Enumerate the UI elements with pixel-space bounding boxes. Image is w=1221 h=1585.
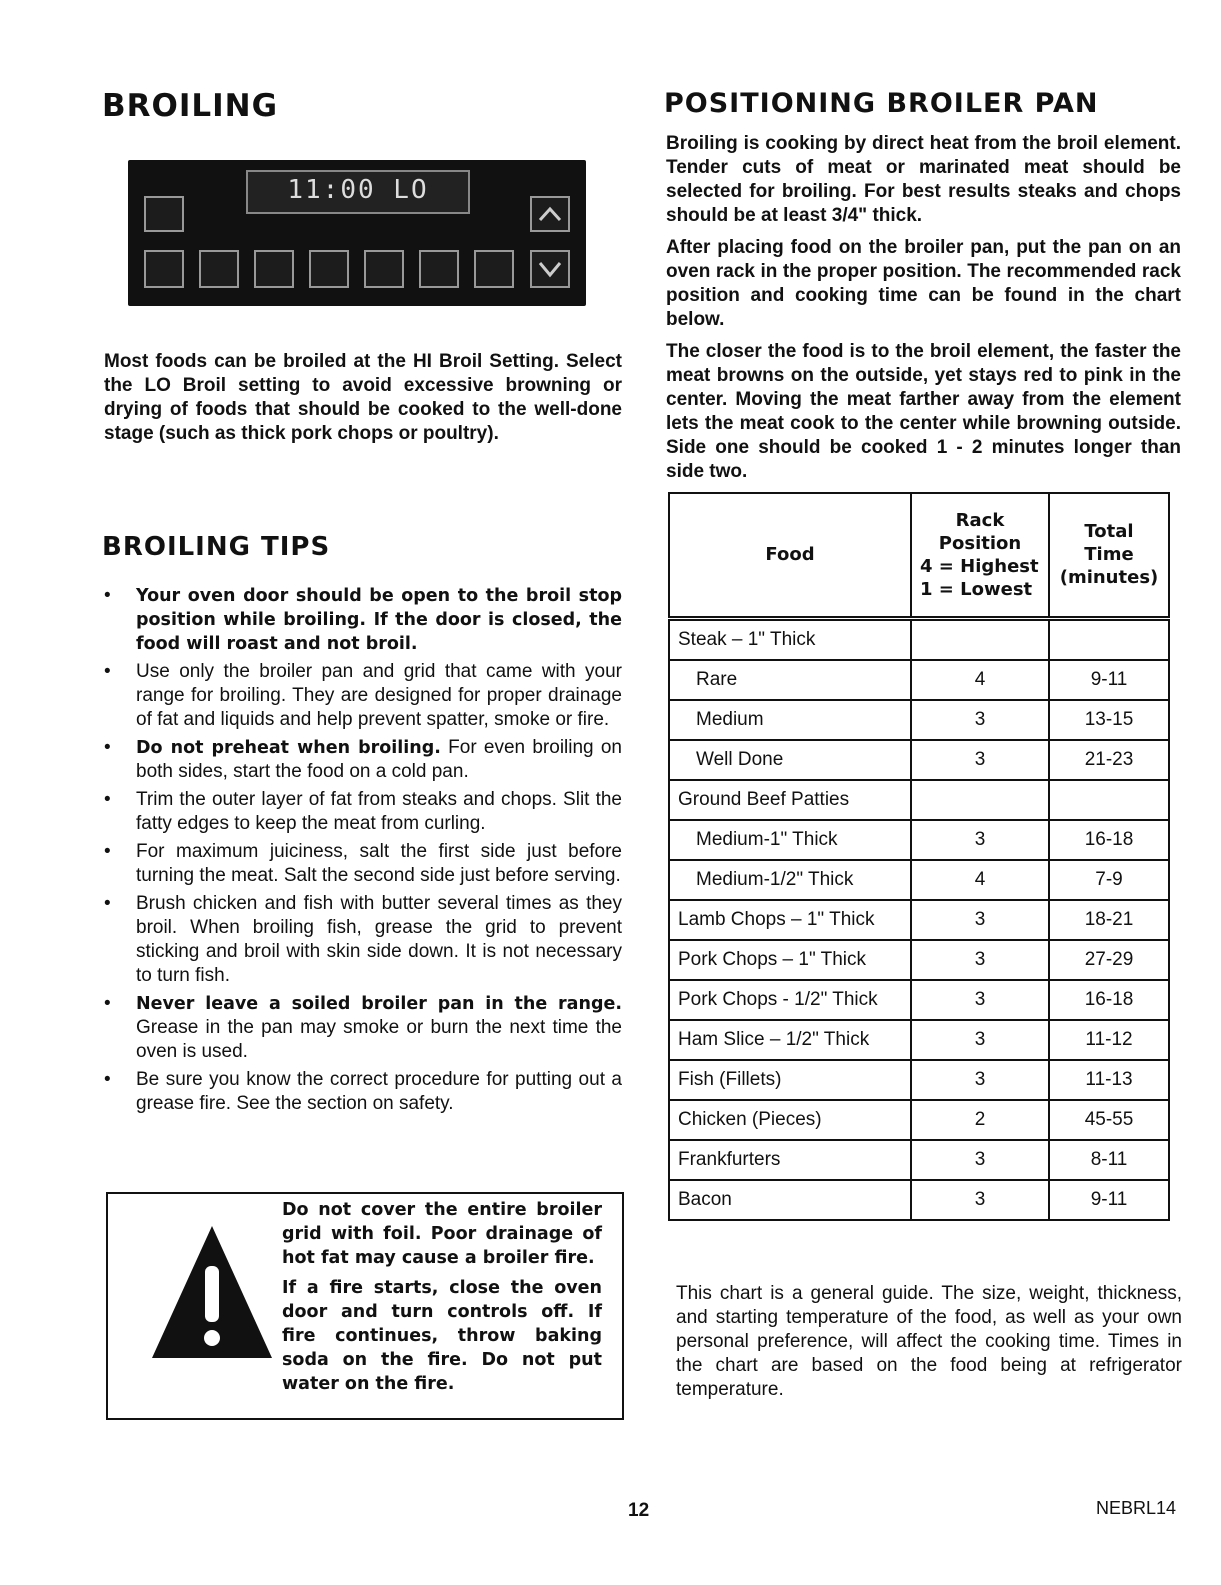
warning-triangle-icon bbox=[148, 1224, 276, 1364]
chart-time-cell: 7-9 bbox=[1049, 860, 1169, 900]
chart-food-cell: Pork Chops - 1/2" Thick bbox=[669, 980, 911, 1020]
chart-rack-cell: 4 bbox=[911, 660, 1049, 700]
tip-item bbox=[104, 584, 622, 656]
chart-body bbox=[669, 618, 1169, 1220]
chart-time-cell: 9-11 bbox=[1049, 660, 1169, 700]
tip-text: Be sure you know the correct procedure for putting out a grease fire. See the section on safety. bbox=[136, 1069, 622, 1114]
tip-item bbox=[104, 992, 622, 1064]
chart-rack-cell: 3 bbox=[911, 940, 1049, 980]
chart-row bbox=[669, 1140, 1169, 1180]
chart-row bbox=[669, 980, 1169, 1020]
chart-time-cell bbox=[1049, 780, 1169, 820]
chart-rack-cell: 3 bbox=[911, 1180, 1049, 1220]
chart-rack-cell: 3 bbox=[911, 740, 1049, 780]
header-rack-line-4: 1 = Lowest bbox=[920, 578, 1033, 600]
chart-row bbox=[669, 860, 1169, 900]
chart-food-cell: Pork Chops – 1" Thick bbox=[669, 940, 911, 980]
panel-button-left bbox=[144, 196, 184, 232]
down-arrow-button bbox=[530, 250, 570, 288]
clock-display: 11:00 LO bbox=[246, 170, 470, 214]
up-arrow-icon bbox=[532, 198, 568, 230]
chart-row bbox=[669, 1180, 1169, 1220]
chart-rack-cell: 3 bbox=[911, 1060, 1049, 1100]
warning-paragraph-1: Do not cover the entire broiler grid with foil. Poor drainage of hot fat may cause a broiler fire. bbox=[282, 1200, 602, 1268]
tip-lead: Never leave a soiled broiler pan in the range. bbox=[136, 994, 622, 1014]
bullet-icon: • bbox=[104, 737, 111, 758]
tip-item bbox=[104, 1068, 622, 1116]
broiling-intro: Most foods can be broiled at the HI Broil Setting. Select the LO Broil setting to avoid excessive browning or drying of foods that should be cooked to the well-done stage (such as thick pork chops or poultry). bbox=[104, 351, 622, 444]
page-number: 12 bbox=[628, 1500, 650, 1521]
chart-row bbox=[669, 1060, 1169, 1100]
chart-rack-cell: 2 bbox=[911, 1100, 1049, 1140]
chart-time-cell: 8-11 bbox=[1049, 1140, 1169, 1180]
chart-food-cell: Chicken (Pieces) bbox=[669, 1100, 911, 1140]
chart-row bbox=[669, 780, 1169, 820]
chart-row bbox=[669, 740, 1169, 780]
positioning-title: POSITIONING BROILER PAN bbox=[664, 88, 1099, 119]
chart-food-cell: Medium-1" Thick bbox=[669, 820, 911, 860]
chart-food-cell: Ground Beef Patties bbox=[669, 780, 911, 820]
chart-rack-cell: 3 bbox=[911, 1020, 1049, 1060]
warning-paragraph-2: If a fire starts, close the oven door and turn controls off. If fire continues, throw baking soda on the fire. Do not put water on the fire. bbox=[282, 1278, 602, 1394]
header-rack-line-1: Rack bbox=[955, 509, 1005, 531]
chart-time-cell: 45-55 bbox=[1049, 1100, 1169, 1140]
tip-text: Grease in the pan may smoke or burn the next time the oven is used. bbox=[136, 1017, 622, 1062]
chart-time-cell: 9-11 bbox=[1049, 1180, 1169, 1220]
chart-food-cell: Steak – 1" Thick bbox=[669, 618, 911, 660]
warning-text bbox=[282, 1198, 602, 1396]
chart-rack-cell bbox=[911, 780, 1049, 820]
tip-item bbox=[104, 788, 622, 836]
panel-key-6 bbox=[419, 250, 459, 288]
chart-row bbox=[669, 820, 1169, 860]
chart-time-cell: 16-18 bbox=[1049, 820, 1169, 860]
header-rack-line-2: Position bbox=[938, 532, 1022, 554]
broiling-title: BROILING bbox=[102, 88, 279, 124]
chart-food-cell: Well Done bbox=[669, 740, 911, 780]
header-food: Food bbox=[669, 493, 911, 618]
broiling-chart bbox=[668, 492, 1170, 1221]
chart-rack-cell: 3 bbox=[911, 820, 1049, 860]
chart-header-row bbox=[669, 493, 1169, 618]
panel-key-1 bbox=[144, 250, 184, 288]
chart-food-cell: Lamb Chops – 1" Thick bbox=[669, 900, 911, 940]
chart-rack-cell: 3 bbox=[911, 700, 1049, 740]
chart-time-cell: 21-23 bbox=[1049, 740, 1169, 780]
bullet-icon: • bbox=[104, 993, 111, 1014]
bullet-icon: • bbox=[104, 661, 111, 682]
positioning-text bbox=[666, 132, 1181, 484]
tip-lead: Your oven door should be open to the broil stop position while broiling. If the door is closed, the food will roast and not broil. bbox=[136, 586, 622, 654]
tip-text: Brush chicken and fish with butter several times as they broil. When broiling fish, grease the grid to prevent sticking and broil with skin side down. It is not necessary to turn fish. bbox=[136, 893, 622, 986]
tip-text: For even broiling on both sides, start the food on a cold pan. bbox=[136, 737, 622, 782]
header-rack-position bbox=[911, 493, 1049, 618]
chart-rack-cell: 3 bbox=[911, 980, 1049, 1020]
chart-row bbox=[669, 660, 1169, 700]
chart-time-cell: 27-29 bbox=[1049, 940, 1169, 980]
chart-time-cell: 16-18 bbox=[1049, 980, 1169, 1020]
chart-time-cell: 18-21 bbox=[1049, 900, 1169, 940]
tip-text: Use only the broiler pan and grid that came with your range for broiling. They are designed for proper drainage of fat and liquids and help prevent spatter, smoke or fire. bbox=[136, 661, 622, 730]
tip-item bbox=[104, 660, 622, 732]
chart-row bbox=[669, 700, 1169, 740]
chart-rack-cell: 3 bbox=[911, 900, 1049, 940]
positioning-paragraph-3: The closer the food is to the broil element, the faster the meat browns on the outside, yet stays red to pink in the center. Moving the meat farther away from the element lets the meat cook to the center while browning outside. Side one should be cooked 1 - 2 minutes longer than side two. bbox=[666, 341, 1181, 482]
header-rack-line-3: 4 = Highest bbox=[920, 555, 1039, 577]
oven-control-panel bbox=[128, 160, 586, 306]
chart-time-cell: 11-13 bbox=[1049, 1060, 1169, 1100]
positioning-paragraph-1: Broiling is cooking by direct heat from the broil element. Tender cuts of meat or marinated meat should be selected for broiling. For best results steaks and chops should be at least 3/4" thick. bbox=[666, 133, 1181, 226]
bullet-icon: • bbox=[104, 893, 111, 914]
chart-row bbox=[669, 940, 1169, 980]
panel-key-3 bbox=[254, 250, 294, 288]
broiling-tips-title: BROILING TIPS bbox=[102, 532, 331, 562]
document-code: NEBRL14 bbox=[1096, 1498, 1177, 1518]
fire-warning-box bbox=[106, 1192, 624, 1420]
tip-item bbox=[104, 892, 622, 988]
down-arrow-icon bbox=[532, 252, 568, 286]
chart-time-cell bbox=[1049, 618, 1169, 660]
chart-row bbox=[669, 1020, 1169, 1060]
chart-time-cell: 11-12 bbox=[1049, 1020, 1169, 1060]
bullet-icon: • bbox=[104, 585, 111, 606]
positioning-paragraph-2: After placing food on the broiler pan, put the pan on an oven rack in the proper position. The recommended rack position and cooking time can be found in the chart below. bbox=[666, 237, 1181, 330]
panel-key-7 bbox=[474, 250, 514, 288]
chart-food-cell: Medium-1/2" Thick bbox=[669, 860, 911, 900]
bullet-icon: • bbox=[104, 1069, 111, 1090]
tips-list bbox=[104, 584, 622, 1120]
panel-key-2 bbox=[199, 250, 239, 288]
chart-rack-cell bbox=[911, 618, 1049, 660]
header-time-line-1: Total Time bbox=[1084, 521, 1134, 566]
panel-key-5 bbox=[364, 250, 404, 288]
tip-text: Trim the outer layer of fat from steaks and chops. Slit the fatty edges to keep the meat from curling. bbox=[136, 789, 622, 834]
chart-food-cell: Rare bbox=[669, 660, 911, 700]
header-time-line-2: (minutes) bbox=[1059, 567, 1159, 589]
chart-row bbox=[669, 900, 1169, 940]
chart-food-cell: Bacon bbox=[669, 1180, 911, 1220]
chart-food-cell: Frankfurters bbox=[669, 1140, 911, 1180]
chart-row bbox=[669, 1100, 1169, 1140]
up-arrow-button bbox=[530, 196, 570, 232]
chart-rack-cell: 3 bbox=[911, 1140, 1049, 1180]
bullet-icon: • bbox=[104, 789, 111, 810]
tip-text: For maximum juiciness, salt the first side just before turning the meat. Salt the second side just before serving. bbox=[136, 841, 622, 886]
header-total-time bbox=[1049, 493, 1169, 618]
chart-row bbox=[669, 618, 1169, 660]
chart-footnote: This chart is a general guide. The size, weight, thickness, and starting temperature of the food, as well as your own personal preference, will affect the cooking time. Times in the chart are based on the food being at refrigerator temperature. bbox=[676, 1283, 1182, 1400]
panel-key-4 bbox=[309, 250, 349, 288]
chart-time-cell: 13-15 bbox=[1049, 700, 1169, 740]
bullet-icon: • bbox=[104, 841, 111, 862]
tip-lead: Do not preheat when broiling. bbox=[136, 738, 441, 758]
chart-food-cell: Fish (Fillets) bbox=[669, 1060, 911, 1100]
tip-item bbox=[104, 736, 622, 784]
chart-food-cell: Medium bbox=[669, 700, 911, 740]
tip-item bbox=[104, 840, 622, 888]
chart-rack-cell: 4 bbox=[911, 860, 1049, 900]
chart-food-cell: Ham Slice – 1/2" Thick bbox=[669, 1020, 911, 1060]
